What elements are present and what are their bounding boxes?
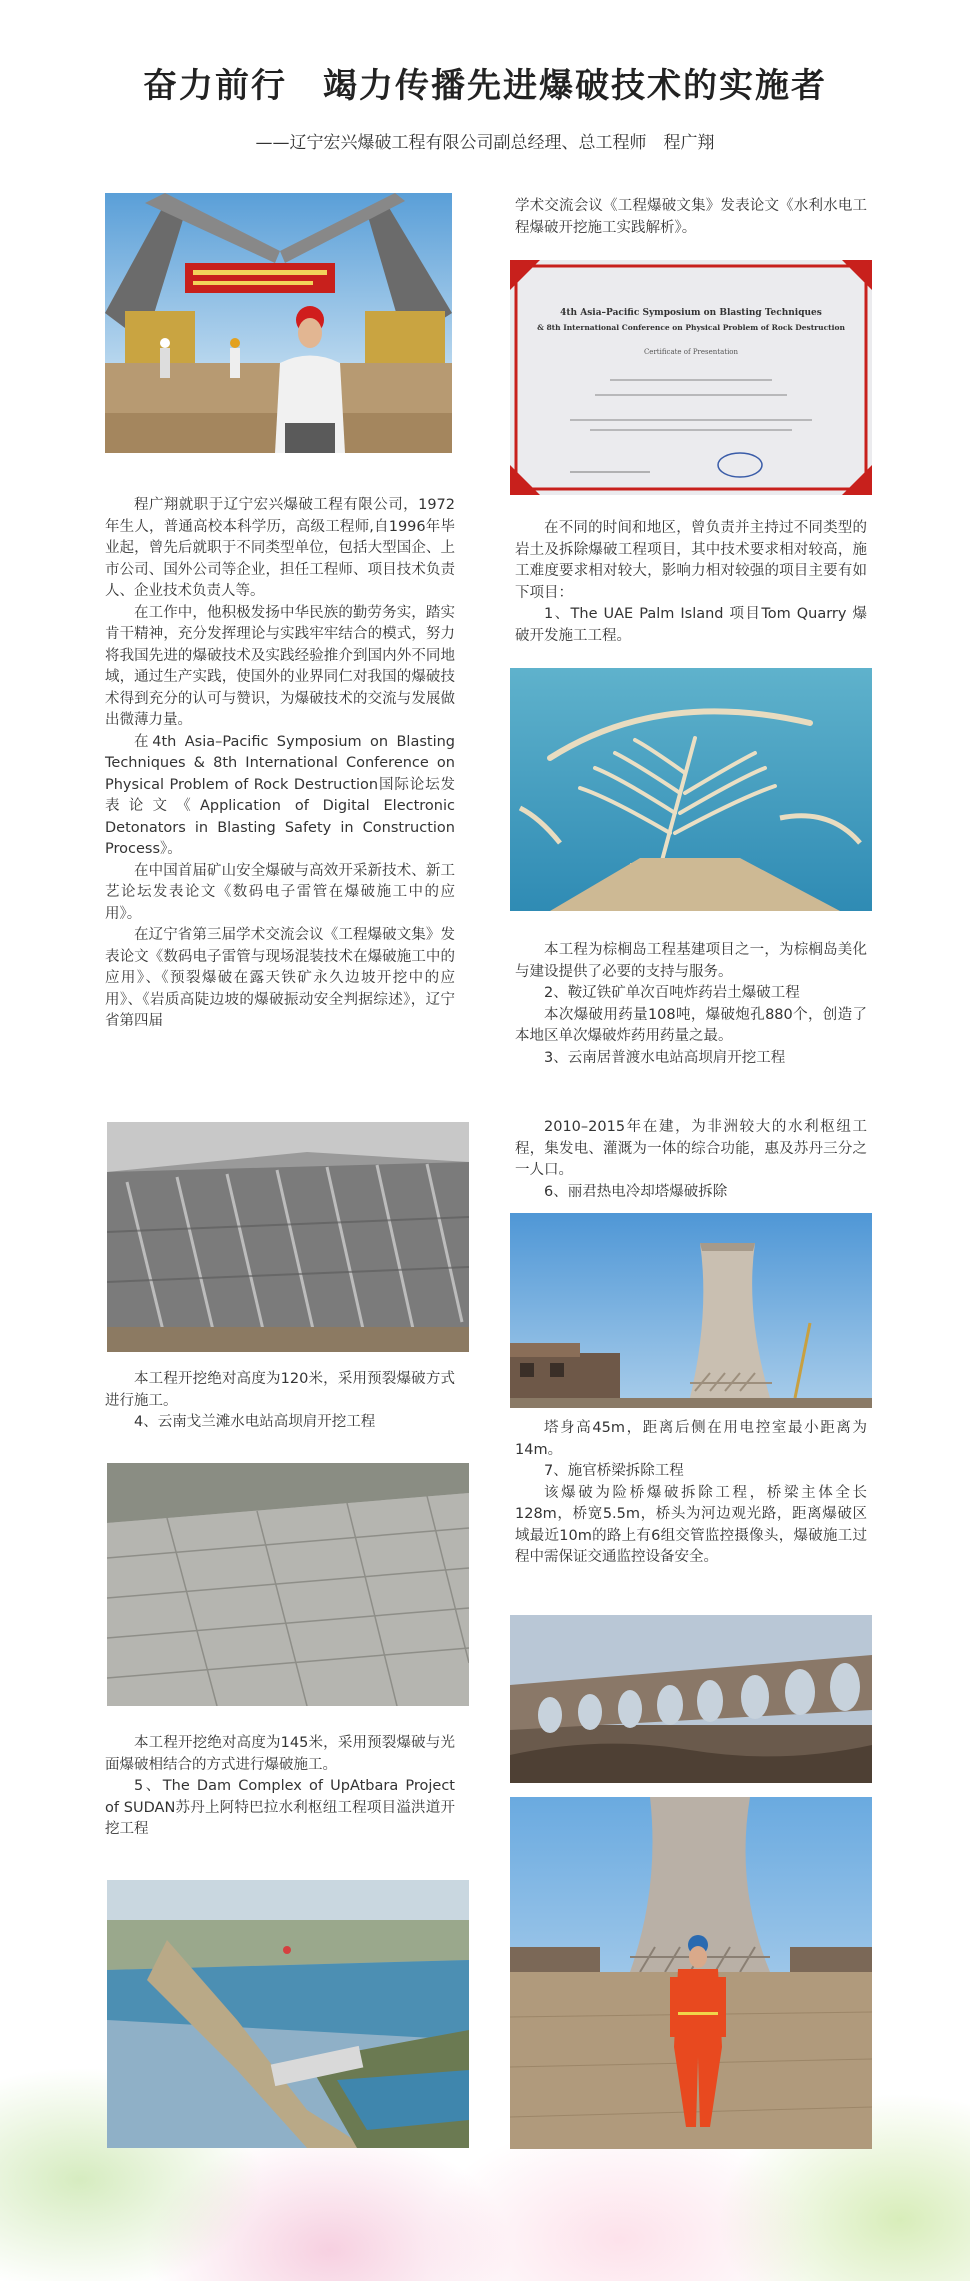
palm-description: 本工程为棕榈岛工程基建项目之一，为棕榈岛美化与建设提供了必要的支持与服务。 <box>515 942 867 980</box>
photo-palm-island <box>510 668 872 911</box>
right-top-text <box>515 196 867 239</box>
project-5-heading: 5、The Dam Complex of UpAtbara Project of SUDAN苏丹上阿特巴拉水利枢纽工程项目溢洪道开挖工程 <box>105 1778 455 1837</box>
photo-aerial-spillway <box>107 1880 469 2148</box>
sudan-text <box>515 1117 867 1203</box>
photo-engineer-tower <box>510 1797 872 2149</box>
photo-dam-face <box>107 1463 469 1706</box>
project-7-heading: 7、施官桥梁拆除工程 <box>544 1463 684 1479</box>
photo-engineer-excavators <box>105 193 452 453</box>
intro-paragraph: 在工作中，他积极发扬中华民族的勤劳务实，踏实肯干精神，充分发挥理论与实践牢牢结合的模式，努力将我国先进的爆破技术及实践经验推介到国内外不同地域，通过生产实践，使国外的业界同仁对我国的爆破技术得到充分的认可与赞识，为爆破技术的交流与发展做出微薄力量。 <box>105 604 455 728</box>
project-6-heading: 6、丽君热电冷却塔爆破拆除 <box>544 1183 728 1200</box>
certificate-line: Certificate of Presentation <box>643 348 739 356</box>
continued-paper-text: 学术交流会议《工程爆破文集》发表论文《水利水电工程爆破开挖施工实践解析》。 <box>515 198 867 236</box>
project-4-heading: 4、云南戈兰滩水电站高坝肩开挖工程 <box>134 1414 376 1430</box>
photo-cooling-tower <box>510 1213 872 1408</box>
projects-intro-text <box>515 518 867 647</box>
tower-description: 塔身高45m，距离后侧在用电控室最小距离为14m。 <box>515 1420 867 1458</box>
page-title: 奋力前行 竭力传播先进爆破技术的实施者 <box>143 66 827 106</box>
slope-description: 本工程开挖绝对高度为120米，采用预裂爆破方式进行施工。 <box>105 1371 455 1409</box>
intro-paragraph: 在辽宁省第三届学术交流会议《工程爆破文集》发表论文《数码电子雷管与现场混装技术在爆破施工中的应用》、《预裂爆破在露天铁矿永久边坡开挖中的应用》、《岩质高陡边坡的爆破振动安全判据综述》，辽宁省第四届 <box>105 927 455 1029</box>
intro-paragraph: 在4th Asia–Pacific Symposium on Blasting Techniques & 8th International Conference on Physical Problem of Rock Destruction国际论坛发表论文《Application of Digital Electronic Detonators in Blasting Safety in Construction Process》。 <box>105 733 455 857</box>
tower-text <box>515 1418 867 1569</box>
intro-paragraph: 程广翔就职于辽宁宏兴爆破工程有限公司，1972年生人，普通高校本科学历，高级工程师,自1996年毕业起，曾先后就职于不同类型单位，包括大型国企、上市公司、国外公司等企业，担任工程师、项目技术负责人、企业技术负责人等。 <box>105 497 455 599</box>
photo-rock-slope <box>107 1122 469 1352</box>
intro-text <box>105 495 455 1033</box>
project-1-heading: 1、The UAE Palm Island 项目Tom Quarry 爆破开发施工工程。 <box>515 606 867 644</box>
palm-text <box>515 940 867 1069</box>
sudan-description: 2010–2015年在建，为非洲较大的水利枢纽工程，集发电、灌溉为一体的综合功能，惠及苏丹三分之一人口。 <box>515 1119 867 1178</box>
project-2-description: 本次爆破用药量108吨，爆破炮孔880个，创造了本地区单次爆破炸药用药量之最。 <box>515 1006 867 1044</box>
certificate-line: & 8th International Conference on Physical Problem of Rock Destruction <box>537 323 845 332</box>
projects-intro: 在不同的时间和地区，曾负责并主持过不同类型的岩土及拆除爆破工程项目，其中技术要求相对较高，施工难度要求相对较大，影响力相对较强的项目主要有如下项目： <box>515 520 867 601</box>
slope-text <box>105 1369 455 1434</box>
project-7-description: 该爆破为险桥爆破拆除工程，桥梁主体全长128m，桥宽5.5m，桥头为河边观光路，距离爆破区域最近10m的路上有6组交管监控摄像头，爆破施工过程中需保证交通监控设备安全。 <box>515 1484 867 1565</box>
photo-bridge-arches <box>510 1615 872 1783</box>
page-subtitle: ——辽宁宏兴爆破工程有限公司副总经理、总工程师 程广翔 <box>255 133 715 153</box>
dam-text <box>105 1733 455 1841</box>
dam-description: 本工程开挖绝对高度为145米，采用预裂爆破与光面爆破相结合的方式进行爆破施工。 <box>105 1735 455 1773</box>
certificate-line: 4th Asia–Pacific Symposium on Blasting Techniques <box>560 308 822 318</box>
project-3-heading: 3、云南居普渡水电站高坝肩开挖工程 <box>544 1049 786 1066</box>
intro-paragraph: 在中国首届矿山安全爆破与高效开采新技术、新工艺论坛发表论文《数码电子雷管在爆破施工中的应用》。 <box>105 862 455 922</box>
project-2-heading: 2、鞍辽铁矿单次百吨炸药岩土爆破工程 <box>544 985 800 1001</box>
photo-certificate <box>510 260 872 495</box>
